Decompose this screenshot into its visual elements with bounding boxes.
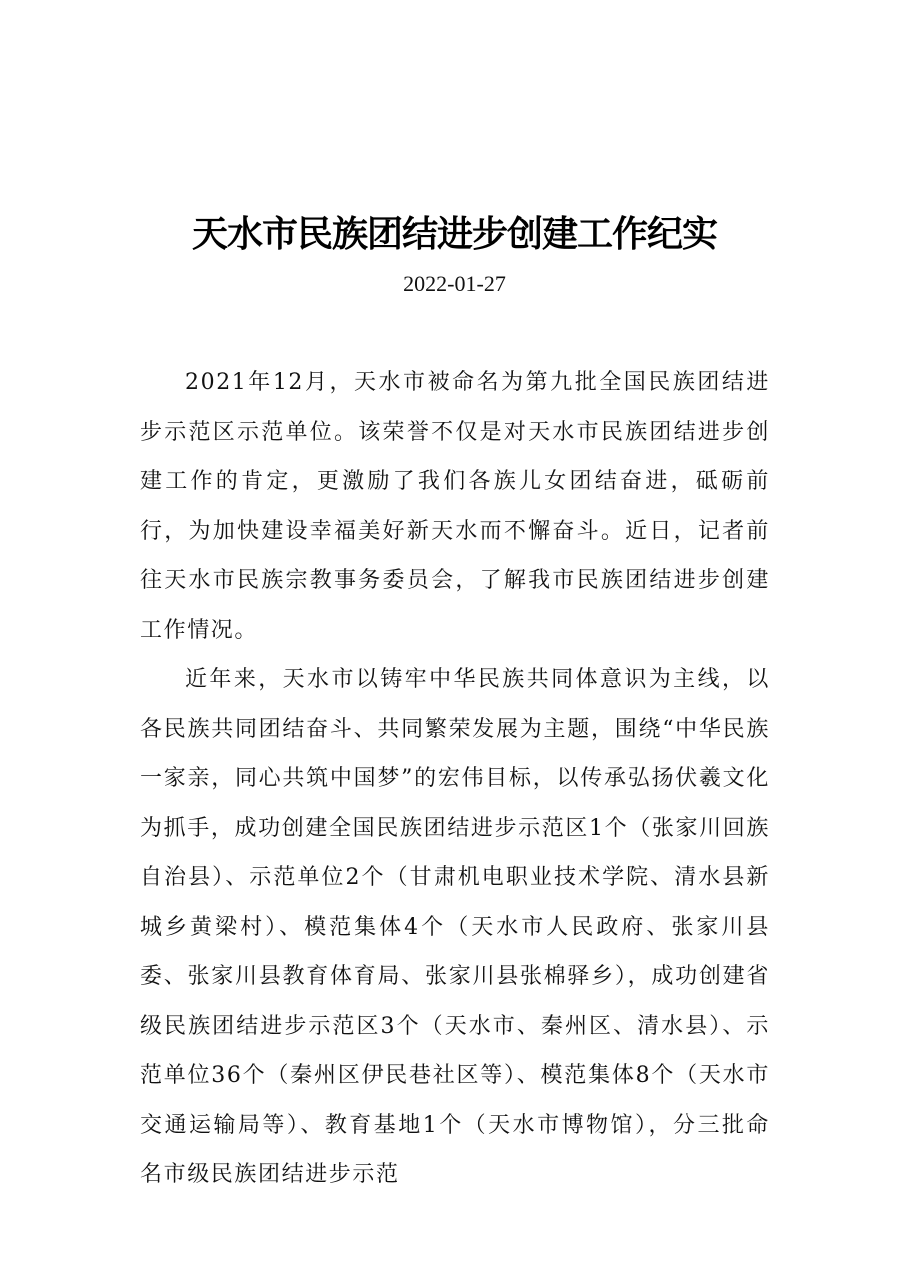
paragraph-1: 2021年12月，天水市被命名为第九批全国民族团结进步示范区示范单位。该荣誉不仅是对天水市民族团结进步创建工作的肯定，更激励了我们各族儿女团结奋进，砥砺前行，为加快建设幸福美好新天水而不懈奋斗。近日，记者前往天水市民族宗教事务委员会，了解我市民族团结进步创建工作情况。 (140, 370, 770, 643)
article-body (140, 358, 770, 1200)
paragraph-2: 近年来，天水市以铸牢中华民族共同体意识为主线，以各民族共同团结奋斗、共同繁荣发展为主题，围绕“中华民族一家亲，同心共筑中国梦”的宏伟目标，以传承弘扬伏羲文化为抓手，成功创建全国民族团结进步示范区1个（张家川回族自治县）、示范单位2个（甘肃机电职业技术学院、清水县新城乡黄梁村）、模范集体4个（天水市人民政府、张家川县委、张家川县教育体育局、张家川县张棉驿乡），成功创建省级民族团结进步示范区3个（天水市、秦州区、清水县）、示范单位36个（秦州区伊民巷社区等）、模范集体8个（天水市交通运输局等）、教育基地1个（天水市博物馆），分三批命名市级民族团结进步示范 (140, 667, 770, 1187)
article-date: 2022-01-27 (403, 271, 506, 296)
article-title: 天水市民族团结进步创建工作纪实 (191, 213, 717, 255)
